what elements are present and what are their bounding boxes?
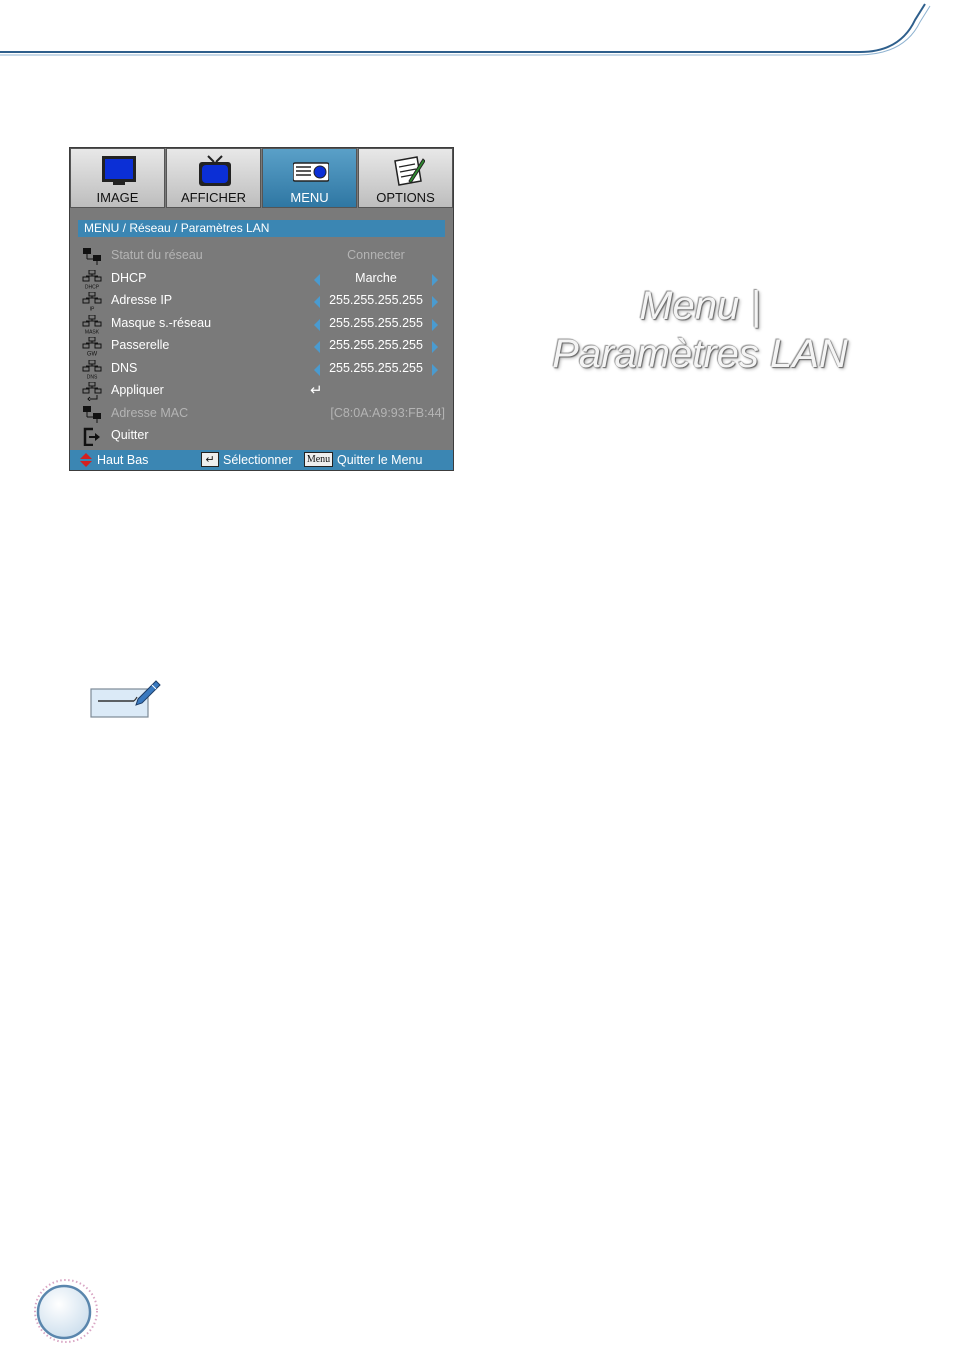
row-label: Adresse IP [111, 293, 173, 307]
row-gateway[interactable] [70, 335, 453, 358]
tab-options[interactable] [358, 148, 453, 208]
row-subnet-mask[interactable] [70, 313, 453, 336]
right-arrow-icon[interactable] [432, 364, 438, 376]
section-title-line2: Paramètres LAN [552, 332, 848, 376]
dhcp-network-icon [82, 270, 102, 289]
svg-text:IP: IP [89, 306, 95, 311]
svg-text:DHCP: DHCP [84, 284, 100, 289]
tab-afficher[interactable] [166, 148, 261, 208]
tab-label: AFFICHER [181, 190, 246, 205]
breadcrumb: MENU / Réseau / Paramètres LAN [78, 220, 445, 237]
footer-nav-hint: Haut Bas [97, 453, 149, 467]
section-title-line1: Menu | [639, 284, 761, 328]
row-dhcp[interactable] [70, 268, 453, 291]
row-value: 255.255.255.255 [329, 315, 423, 330]
exit-icon [82, 427, 102, 446]
monitor-icon [101, 155, 137, 187]
tab-label: MENU [290, 190, 329, 205]
projector-icon [293, 155, 329, 187]
row-dns[interactable] [70, 358, 453, 381]
ip-network-icon [82, 292, 102, 311]
footer-exit-hint: Quitter le Menu [337, 453, 423, 467]
menu-rows [70, 245, 453, 448]
row-value: 255.255.255.255 [329, 338, 423, 352]
section-title [520, 282, 880, 378]
row-label: DNS [111, 360, 138, 375]
projector-osd-menu [69, 147, 454, 471]
tab-label: OPTIONS [376, 190, 435, 205]
enter-key-icon: ↵ [201, 452, 219, 467]
right-arrow-icon[interactable] [432, 274, 438, 286]
up-down-arrows-icon [80, 453, 92, 467]
row-label: Quitter [111, 428, 149, 442]
row-label: Statut du réseau [111, 248, 203, 262]
network-icon [82, 247, 102, 266]
top-decorative-rule [0, 0, 953, 56]
network-icon [82, 405, 102, 424]
row-value: Marche [355, 270, 397, 285]
right-arrow-icon[interactable] [432, 341, 438, 353]
menu-key-icon: Menu [304, 452, 333, 467]
row-value: 255.255.255.255 [329, 360, 423, 375]
right-arrow-icon[interactable] [432, 319, 438, 331]
row-value: 255.255.255.255 [329, 293, 423, 307]
gateway-network-icon [82, 337, 102, 356]
osd-tab-bar [70, 148, 453, 210]
apply-network-icon [82, 382, 102, 401]
row-label: Appliquer [111, 383, 164, 397]
note-pen-icon [90, 677, 162, 719]
svg-text:DNS: DNS [86, 374, 98, 379]
row-ip-address[interactable] [70, 290, 453, 313]
tab-menu[interactable] [262, 148, 357, 208]
row-mac-address [70, 403, 453, 426]
footer-select-hint: Sélectionner [223, 453, 293, 467]
mask-network-icon [82, 315, 102, 334]
row-value: [C8:0A:A9:93:FB:44] [330, 405, 445, 420]
row-exit[interactable] [70, 425, 453, 448]
row-network-status [70, 245, 453, 268]
svg-text:GW: GW [86, 351, 98, 356]
notepad-icon [389, 155, 425, 187]
row-label: Masque s.-réseau [111, 315, 212, 330]
row-label: Adresse MAC [111, 405, 189, 420]
dns-network-icon [82, 360, 102, 379]
tab-label: IMAGE [96, 190, 139, 205]
tv-icon [197, 155, 233, 187]
enter-icon[interactable]: ↵ [310, 382, 323, 399]
row-label: Passerelle [111, 338, 170, 352]
row-apply[interactable] [70, 380, 453, 403]
tab-image[interactable] [70, 148, 165, 208]
page-number-badge [33, 1278, 99, 1344]
row-label: DHCP [111, 270, 147, 285]
row-value: Connecter [347, 248, 405, 262]
svg-text:MASK: MASK [84, 329, 100, 334]
osd-footer-hint-bar [70, 450, 453, 470]
right-arrow-icon[interactable] [432, 296, 438, 308]
